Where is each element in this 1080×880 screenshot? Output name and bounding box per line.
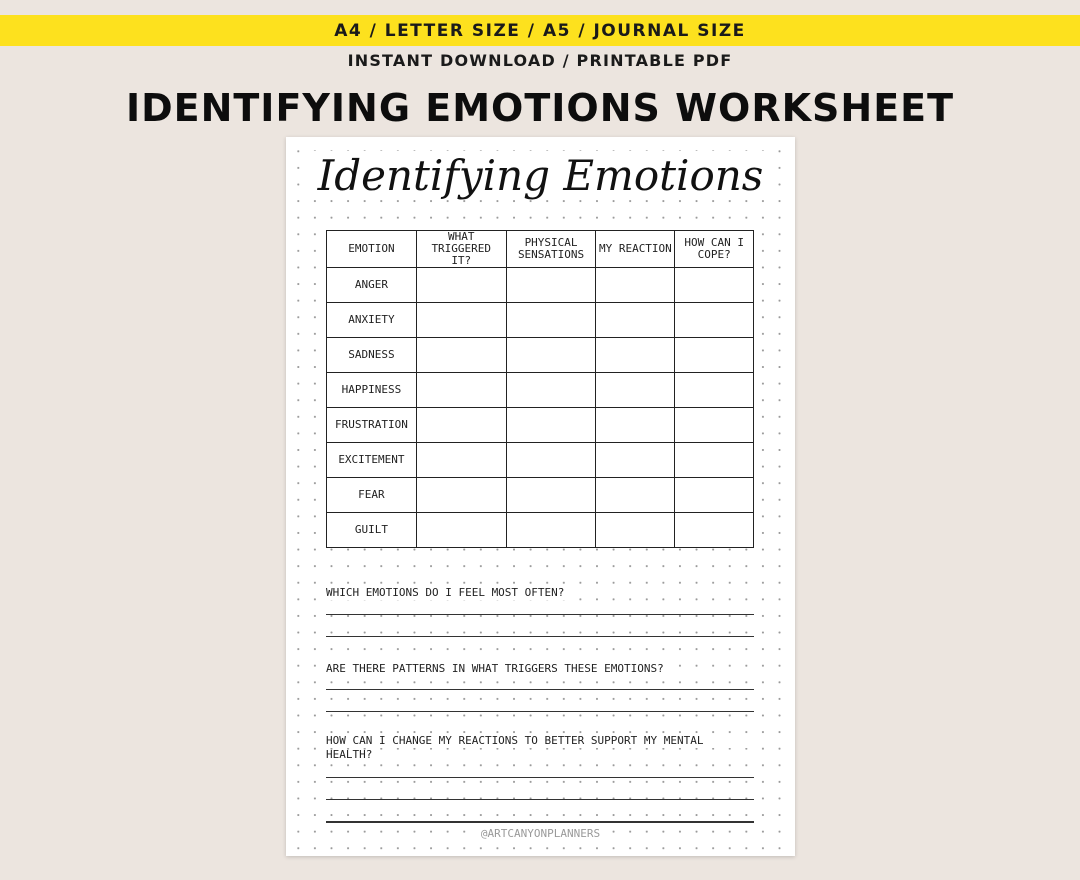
size-banner xyxy=(0,15,1080,46)
header-sensations: PHYSICAL SENSATIONS xyxy=(506,231,596,268)
emotion-label: HAPPINESS xyxy=(327,373,417,408)
blank-cell xyxy=(416,268,506,303)
blank-cell xyxy=(675,373,754,408)
emotion-label: ANGER xyxy=(327,268,417,303)
blank-cell xyxy=(675,268,754,303)
answer-line xyxy=(326,777,754,778)
blank-cell xyxy=(675,338,754,373)
question-text: WHICH EMOTIONS DO I FEEL MOST OFTEN? xyxy=(326,586,568,600)
question-block xyxy=(326,581,754,657)
emotions-table xyxy=(326,230,754,548)
emotion-label: FEAR xyxy=(327,478,417,513)
emotion-label: GUILT xyxy=(327,513,417,548)
question-text: HOW CAN I CHANGE MY REACTIONS TO BETTER SUPPORT MY MENTAL HEALTH? xyxy=(326,734,754,748)
emotion-label: EXCITEMENT xyxy=(327,443,417,478)
worksheet-title xyxy=(286,151,795,200)
table-row xyxy=(327,373,754,408)
blank-cell xyxy=(416,338,506,373)
blank-cell xyxy=(506,268,596,303)
table-row xyxy=(327,303,754,338)
emotion-label: SADNESS xyxy=(327,338,417,373)
answer-line xyxy=(326,636,754,637)
table-row xyxy=(327,268,754,303)
blank-cell xyxy=(416,478,506,513)
header-reaction: MY REACTION xyxy=(596,231,675,268)
header-cope: HOW CAN I COPE? xyxy=(675,231,754,268)
blank-cell xyxy=(596,338,675,373)
table-row xyxy=(327,478,754,513)
blank-cell xyxy=(675,303,754,338)
blank-cell xyxy=(416,373,506,408)
table-row xyxy=(327,338,754,373)
blank-cell xyxy=(506,338,596,373)
table-row xyxy=(327,443,754,478)
page-headline: IDENTIFYING EMOTIONS WORKSHEET xyxy=(125,86,955,130)
blank-cell xyxy=(596,443,675,478)
header-trigger: WHAT TRIGGERED IT? xyxy=(416,231,506,268)
worksheet-title-text: Identifying Emotions xyxy=(308,151,774,200)
blank-cell xyxy=(596,268,675,303)
blank-cell xyxy=(416,408,506,443)
worksheet-preview xyxy=(286,137,795,856)
reflection-questions xyxy=(326,581,754,823)
blank-cell xyxy=(596,478,675,513)
emotion-label: ANXIETY xyxy=(327,303,417,338)
blank-cell xyxy=(596,513,675,548)
emotion-label: FRUSTRATION xyxy=(327,408,417,443)
answer-line xyxy=(326,689,754,690)
blank-cell xyxy=(416,303,506,338)
question-block xyxy=(326,657,754,734)
blank-cell xyxy=(506,443,596,478)
question-block xyxy=(326,734,754,823)
answer-line xyxy=(326,821,754,822)
blank-cell xyxy=(416,513,506,548)
blank-cell xyxy=(675,443,754,478)
blank-cell xyxy=(506,303,596,338)
table-row xyxy=(327,408,754,443)
blank-cell xyxy=(416,443,506,478)
blank-cell xyxy=(675,478,754,513)
table-row xyxy=(327,513,754,548)
creator-credit xyxy=(286,827,795,840)
blank-cell xyxy=(506,478,596,513)
answer-line xyxy=(326,614,754,615)
answer-line xyxy=(326,711,754,712)
blank-cell xyxy=(506,513,596,548)
blank-cell xyxy=(506,373,596,408)
answer-line xyxy=(326,799,754,800)
blank-cell xyxy=(596,303,675,338)
header-emotion: EMOTION xyxy=(327,231,417,268)
table-header-row xyxy=(327,231,754,268)
blank-cell xyxy=(596,373,675,408)
question-text: ARE THERE PATTERNS IN WHAT TRIGGERS THESE EMOTIONS? xyxy=(326,662,668,676)
creator-credit-text: @ARTCANYONPLANNERS xyxy=(478,827,603,840)
blank-cell xyxy=(675,408,754,443)
size-banner-text: A4 / LETTER SIZE / A5 / JOURNAL SIZE xyxy=(334,20,746,41)
blank-cell xyxy=(506,408,596,443)
download-subtitle: INSTANT DOWNLOAD / PRINTABLE PDF xyxy=(347,51,733,70)
blank-cell xyxy=(675,513,754,548)
blank-cell xyxy=(596,408,675,443)
